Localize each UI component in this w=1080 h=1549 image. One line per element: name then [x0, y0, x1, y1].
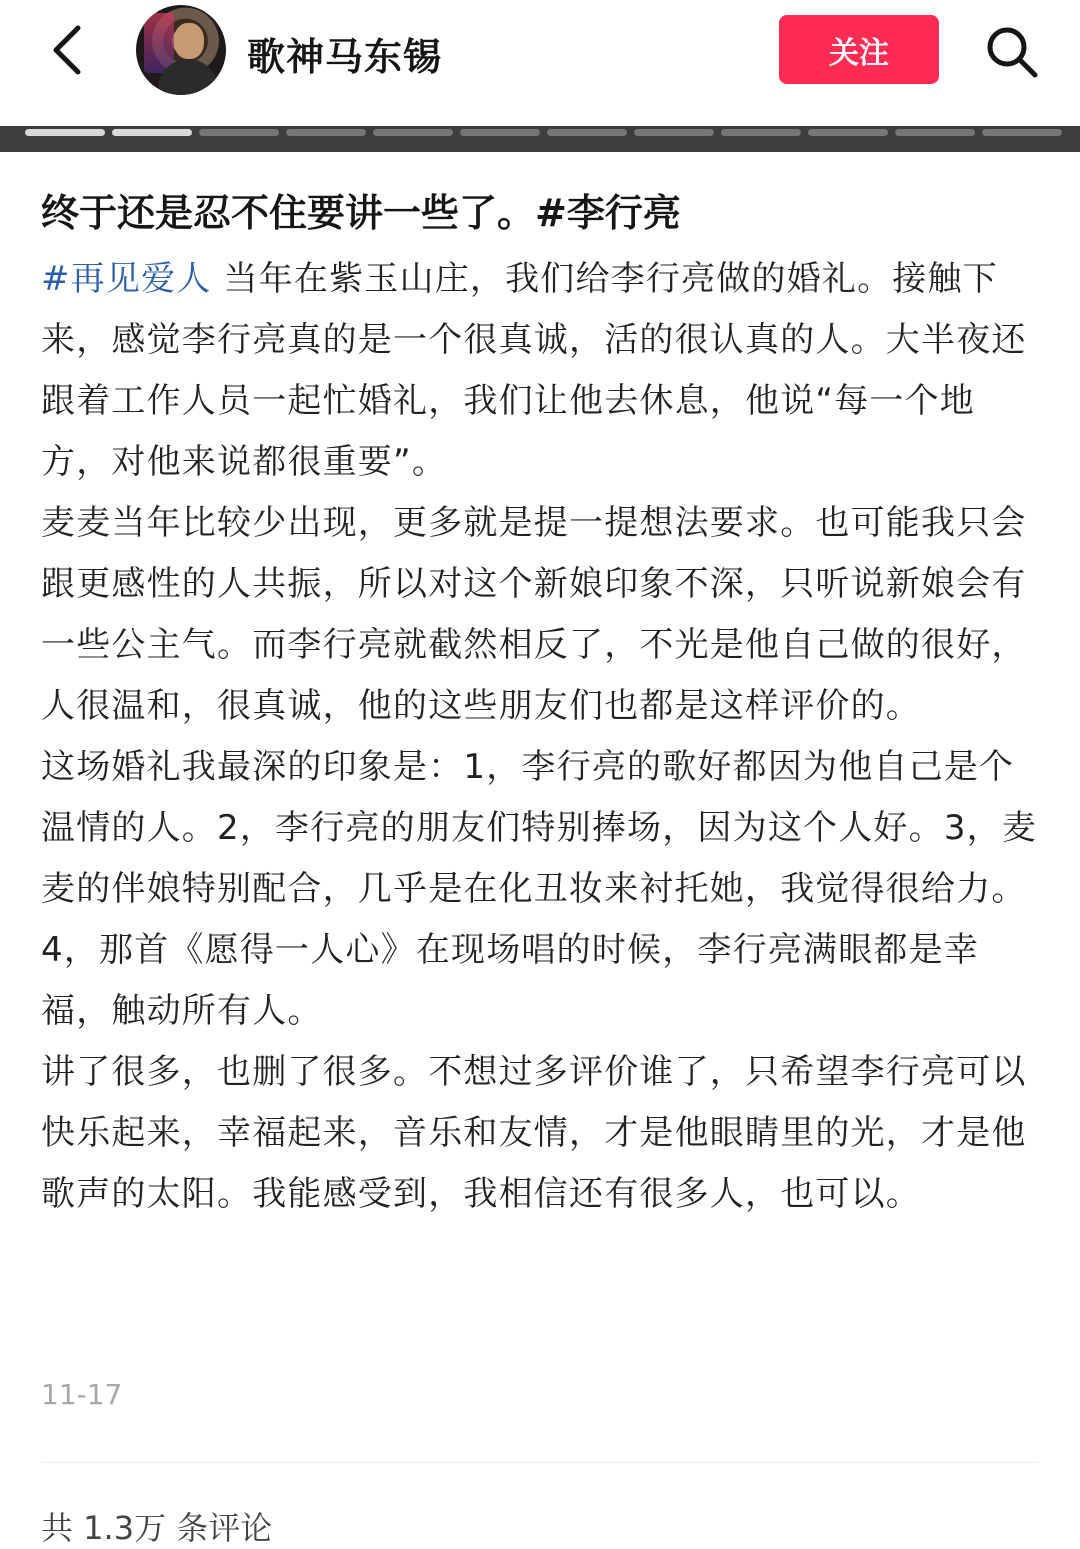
- comments-count[interactable]: 共 1.3万 条评论: [41, 1509, 273, 1547]
- follow-button[interactable]: 关注: [779, 15, 939, 84]
- page-indicator-segment: [373, 129, 453, 136]
- back-button[interactable]: [38, 20, 98, 80]
- page-indicator-segment: [634, 129, 714, 136]
- page-indicator-segment: [112, 129, 192, 136]
- post-date: 11-17: [41, 1378, 123, 1411]
- hashtag-link[interactable]: #再见爱人: [41, 259, 212, 299]
- page-indicator-segment: [895, 129, 975, 136]
- page-indicator-segment: [547, 129, 627, 136]
- page-indicator-segment: [808, 129, 888, 136]
- username[interactable]: 歌神马东锡: [247, 35, 443, 79]
- post-paragraph: 麦麦当年比较少出现，更多就是提一提想法要求。也可能我只会跟更感性的人共振，所以对这个新娘印象不深，只听说新娘会有一些公主气。而李行亮就截然相反了，不光是他自己做的很好，人很温和，很真诚，他的这些朋友们也都是这样评价的。: [41, 503, 1027, 726]
- divider: [41, 1462, 1039, 1463]
- page-indicator-segment: [199, 129, 279, 136]
- post-paragraph-text: 当年在紫玉山庄，我们给李行亮做的婚礼。接触下来，感觉李行亮真的是一个很真诚，活的很认真的人。大半夜还跟着工作人员一起忙婚礼，我们让他去休息，他说“每一个地方，对他来说都很重要”。: [41, 259, 1027, 482]
- post-paragraph: 讲了很多，也删了很多。不想过多评价谁了，只希望李行亮可以快乐起来，幸福起来，音乐和友情，才是他眼睛里的光，才是他歌声的太阳。我能感受到，我相信还有很多人，也可以。: [41, 1052, 1027, 1214]
- post-paragraph: 这场婚礼我最深的印象是：1，李行亮的歌好都因为他自己是个温情的人。2，李行亮的朋友们特别捧场，因为这个人好。3，麦麦的伴娘特别配合，几乎是在化丑妆来衬托她，我觉得很给力。4，那首《愿得一人心》在现场唱的时候，李行亮满眼都是幸福，触动所有人。: [41, 747, 1038, 1031]
- search-button[interactable]: [980, 20, 1044, 84]
- search-icon: [984, 24, 1040, 80]
- page-indicator-segment: [25, 129, 105, 136]
- post-body: [41, 249, 1041, 1225]
- chevron-left-icon: [48, 22, 88, 78]
- page-indicator-segment: [721, 129, 801, 136]
- post-content: [41, 183, 1041, 1225]
- avatar[interactable]: [136, 5, 226, 95]
- page-indicator-segment: [982, 129, 1062, 136]
- post-title: 终于还是忍不住要讲一些了。#李行亮: [41, 191, 681, 235]
- page-indicator-segment: [460, 129, 540, 136]
- post-paragraph: [41, 249, 1041, 493]
- top-bar: [0, 0, 1080, 126]
- image-page-indicator[interactable]: [0, 126, 1080, 152]
- page-indicator-segment: [286, 129, 366, 136]
